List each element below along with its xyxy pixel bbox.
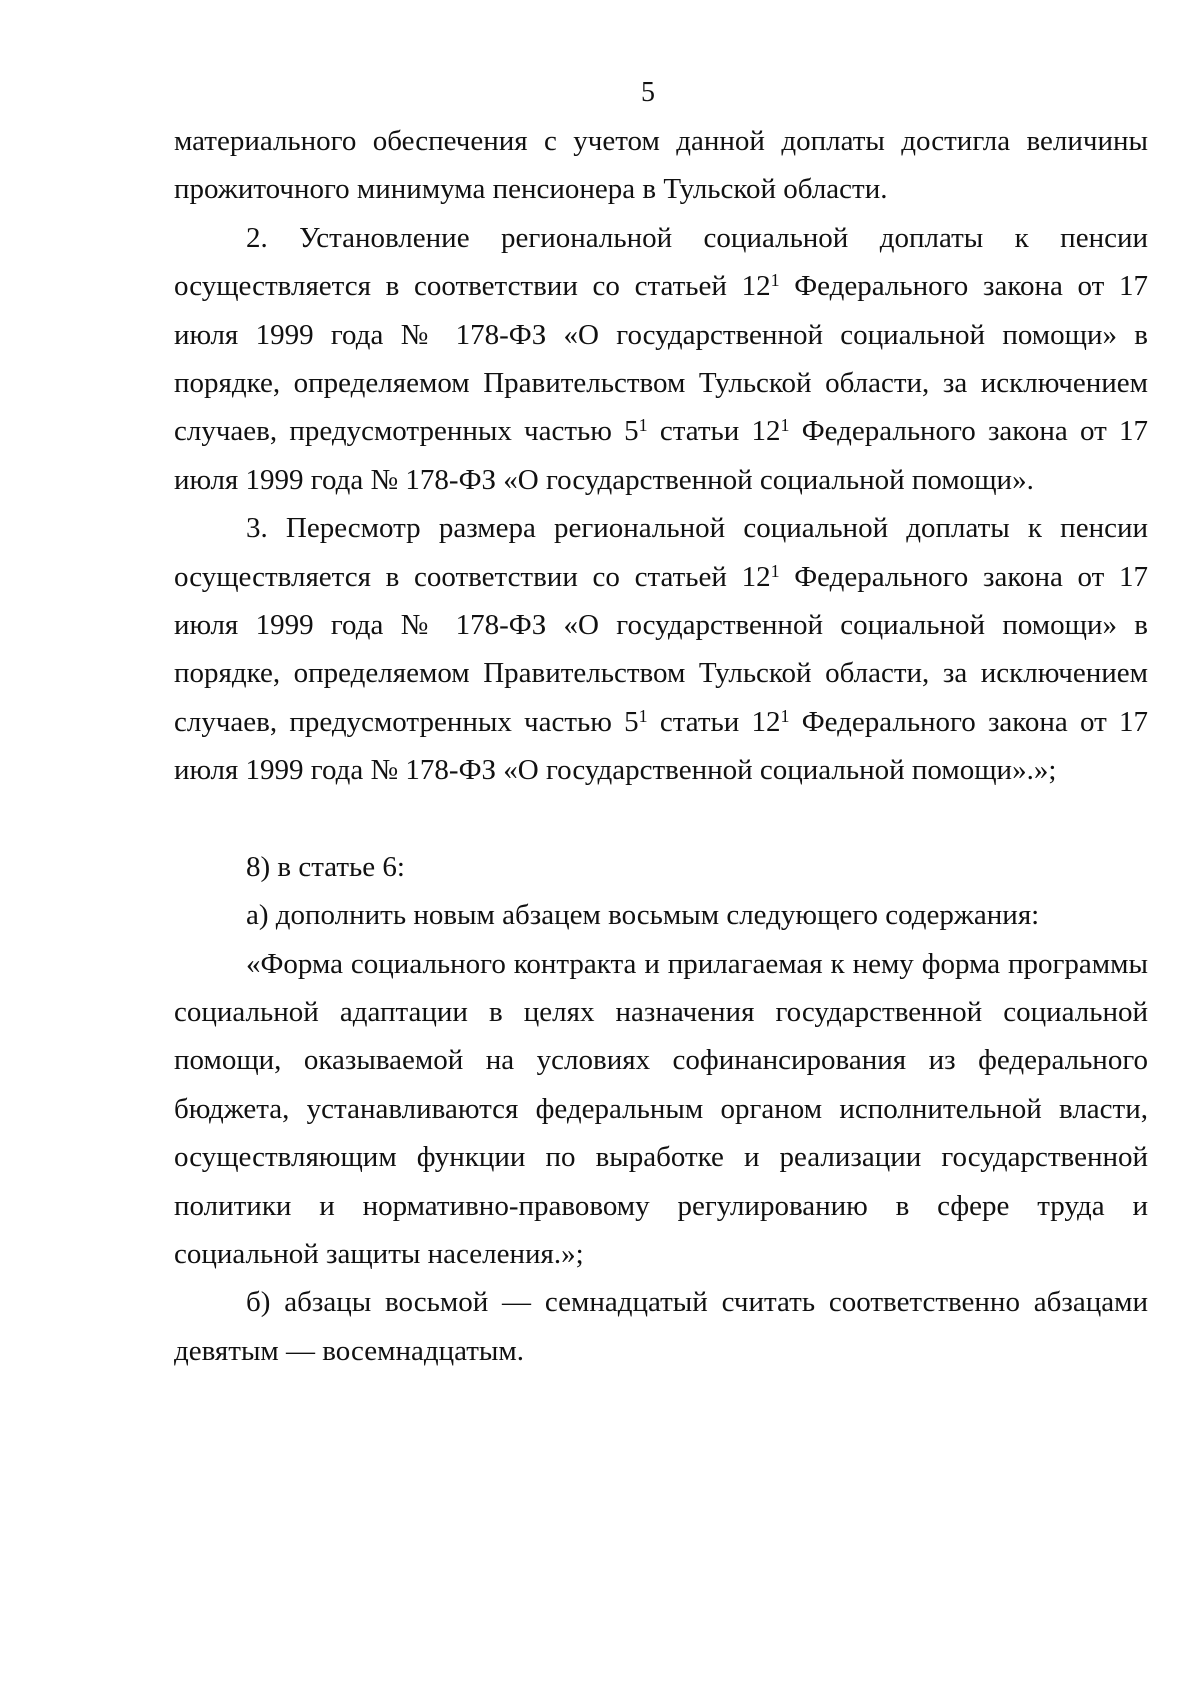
- superscript-one: 1: [780, 415, 790, 436]
- paragraph-item-2: 2. Установление региональной социальной доплаты к пенсии осуществляется в соответствии со статьей $12^1$ Федерального закона от 17 июля 1999 года № 178-ФЗ «О государственной социальной помощи» в порядке, определяемом Правительством Тульской области, за исключением случаев, предусмотренных частью $5^1$ статьи $12^1$ Федерального закона от 17 июля 1999 года № 178-ФЗ «О государственной социальной помощи».: [174, 221, 1148, 496]
- paragraph-spacer: [174, 795, 1148, 843]
- paragraph-subitem-a: а) дополнить новым абзацем восьмым следующего содержания:: [246, 899, 1040, 932]
- paragraph-quoted-text: «Форма социального контракта и прилагаемая к нему форма программы социальной адаптации в целях назначения государственной социальной помощи, оказываемой на условиях софинансирования из федерального бюджета, устанавливаются федеральным органом исполнительной власти, осуществляющим функции по выработке и реализации государственной политики и нормативно-правовому регулированию в сфере труда и социальной защиты населения.»;: [174, 947, 1148, 1270]
- paragraph-item-3: 3. Пересмотр размера региональной социальной доплаты к пенсии осуществляется в соответствии со статьей $12^1$ Федерального закона от 17 июля 1999 года № 178-ФЗ «О государственной социальной помощи» в порядке, определяемом Правительством Тульской области, за исключением случаев, предусмотренных частью $5^1$ статьи $12^1$ Федерального закона от 17 июля 1999 года № 178-ФЗ «О государственной социальной помощи».»;: [174, 512, 1148, 787]
- paragraph-subitem-b: б) абзацы восьмой — семнадцатый считать соответственно абзацами девятым — восемнадцатым.: [174, 1286, 1148, 1367]
- superscript-one: 1: [638, 705, 648, 726]
- paragraph-continuation: материального обеспечения с учетом данной доплаты достигла величины прожиточного минимума пенсионера в Тульской области.: [174, 125, 1148, 206]
- paragraph-item-8: 8) в статье 6:: [246, 850, 405, 883]
- page-number: 5: [641, 77, 655, 108]
- superscript-one: 1: [638, 415, 648, 436]
- document-body: [174, 117, 1148, 1375]
- superscript-one: 1: [780, 705, 790, 726]
- superscript-one: 1: [770, 270, 780, 291]
- superscript-one: 1: [770, 560, 780, 581]
